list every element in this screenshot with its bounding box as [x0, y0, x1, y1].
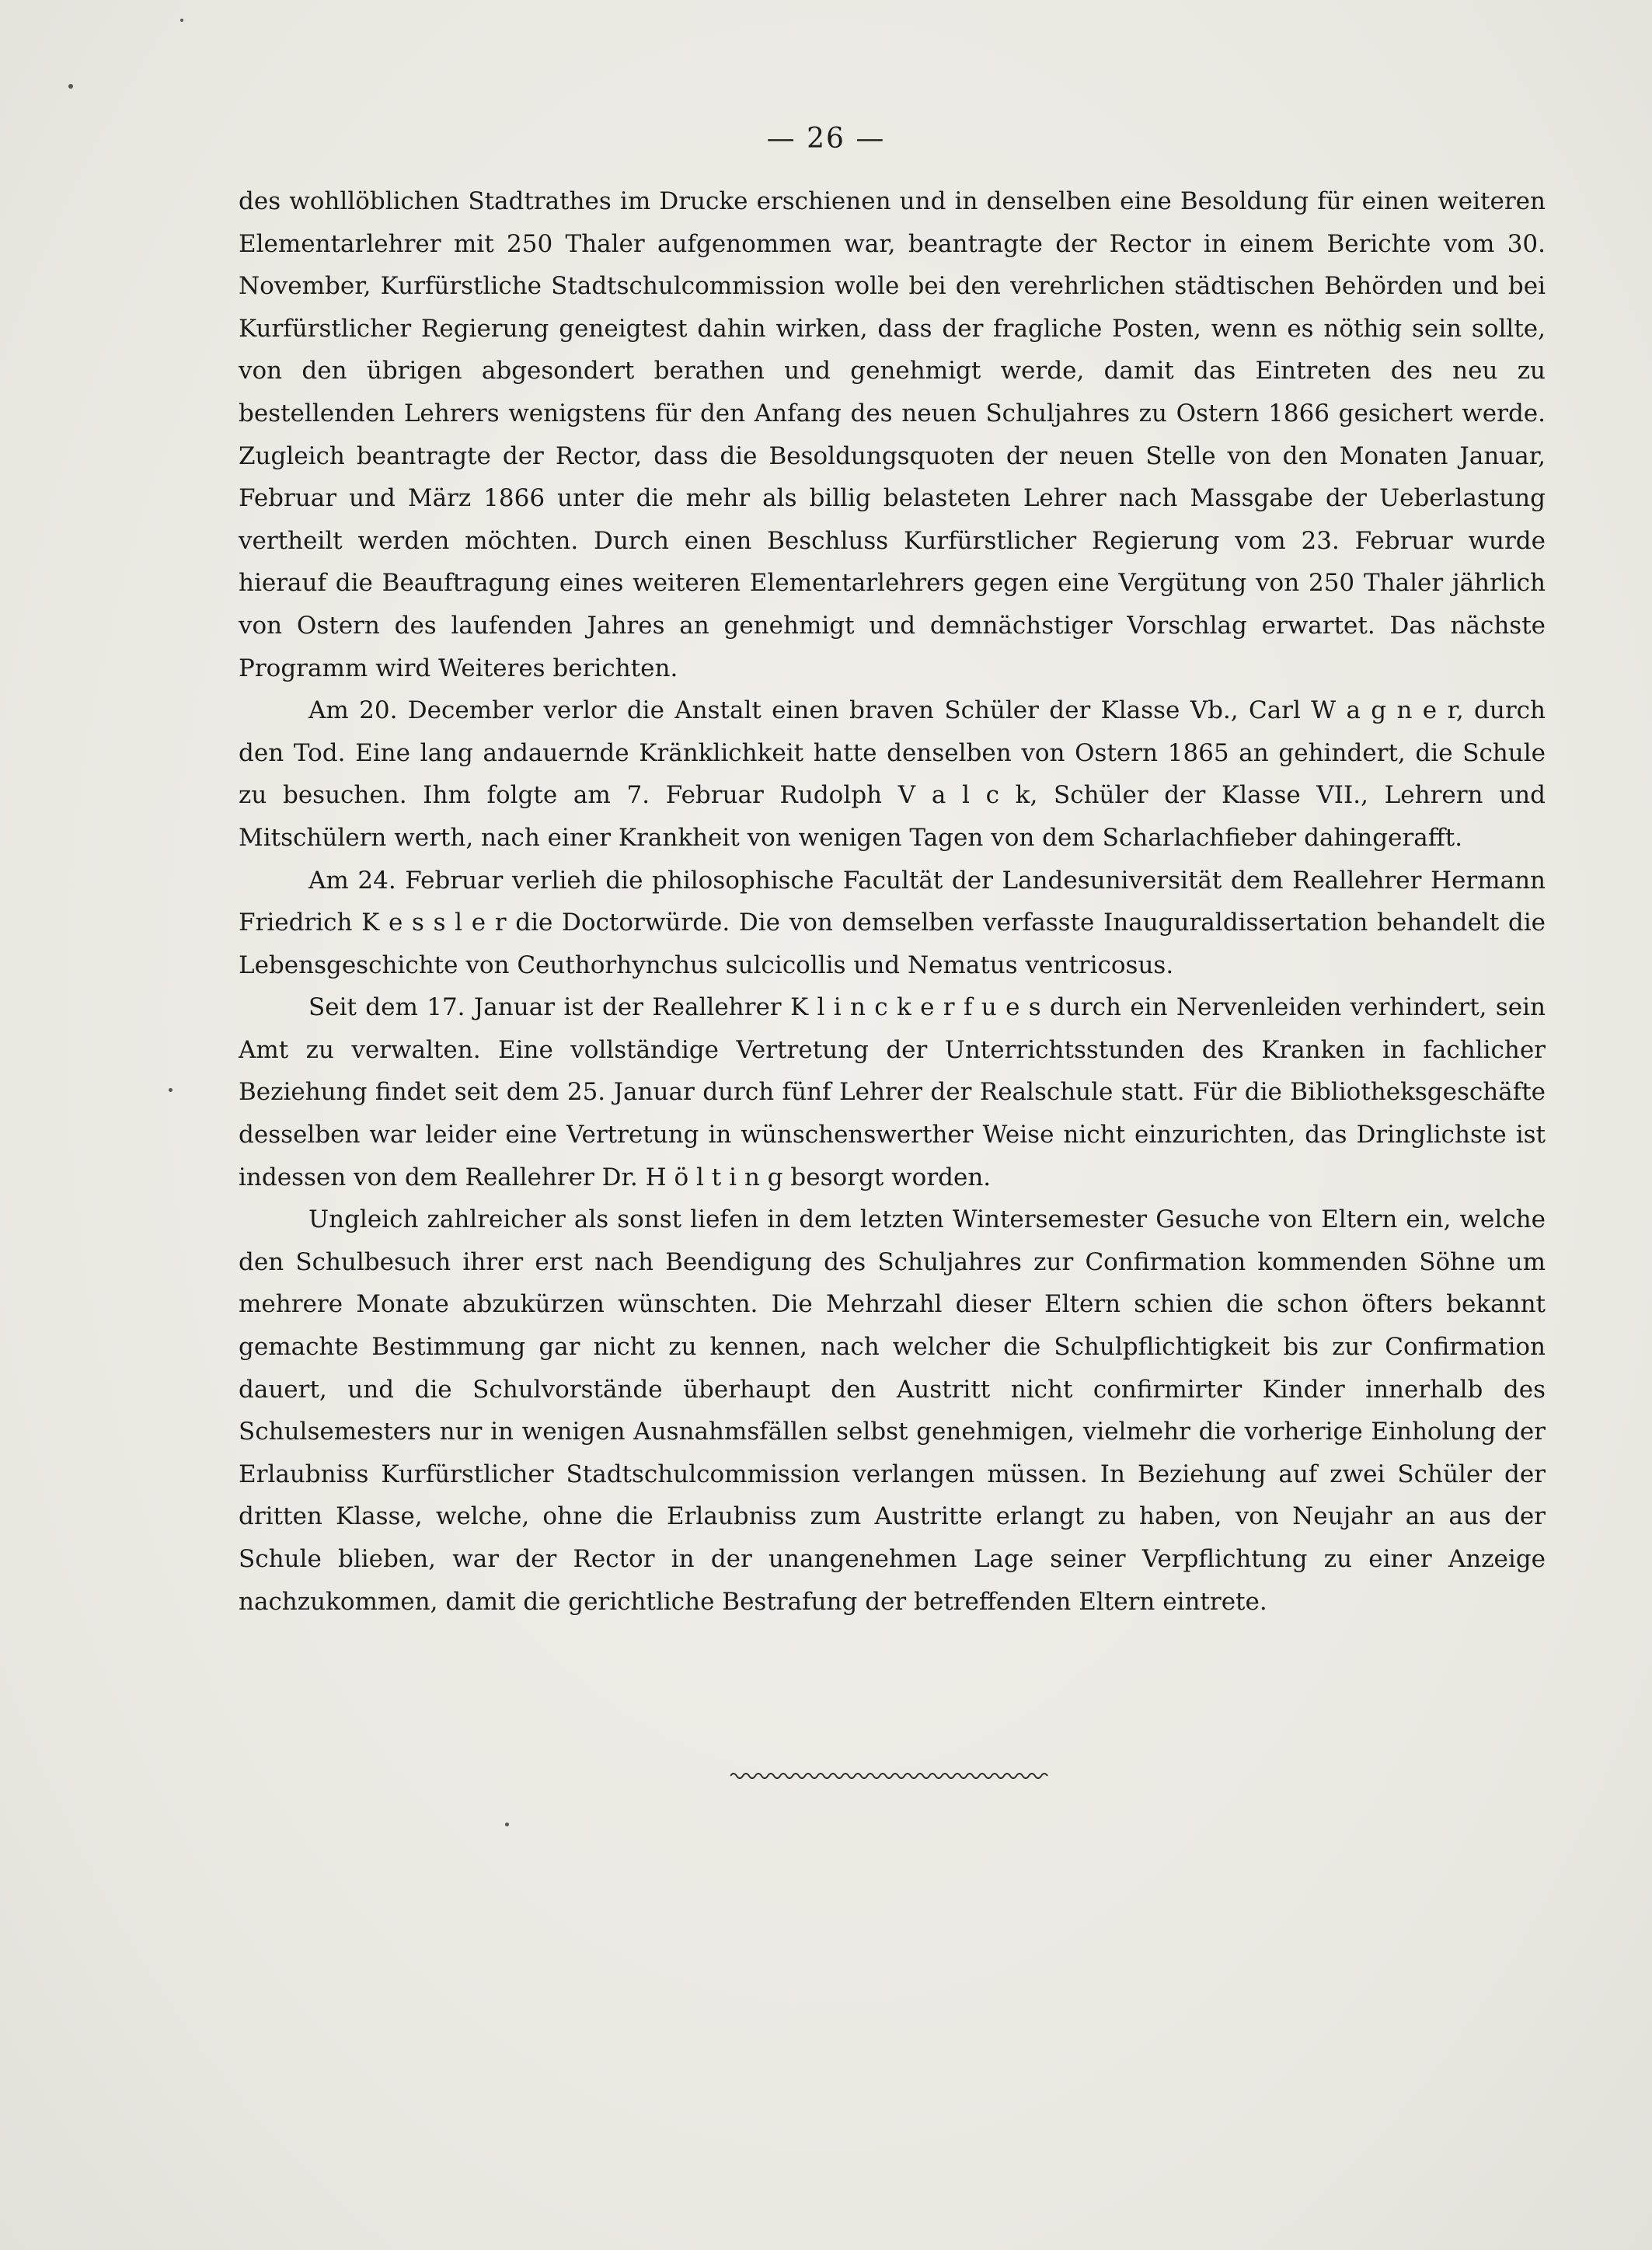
paragraph: Am 24. Februar verlieh die philosophische Facultät der Landesuniversität dem Reallehrer Hermann Friedrich K e s s l e r die Doctorwürde. Die von demselben verfasste Inauguraldissertation behandelt die Lebensgeschichte von Ceuthorhynchus sulcicollis und Nematus ventricosus.	[239, 866, 1546, 979]
scan-artifact	[68, 84, 73, 89]
paragraph: Am 20. December verlor die Anstalt einen braven Schüler der Klasse Vb., Carl W a g n e r, durch den Tod. Eine lang andauernde Kränklichkeit hatte denselben von Ostern 1865 an gehindert, die Schule zu besuchen. Ihm folgte am 7. Februar Rudolph V a l c k, Schüler der Klasse VII., Lehrern und Mitschülern werth, nach einer Krankheit von wenigen Tagen von dem Scharlachfieber dahingerafft.	[239, 696, 1546, 852]
section-end-ornament	[730, 1770, 1051, 1781]
scan-artifact	[169, 1088, 173, 1092]
paragraph-continued: des wohllöblichen Stadtrathes im Drucke erschienen und in denselben eine Besoldung für einen weiteren Elementarlehrer mit 250 Thaler aufgenommen war, beantragte der Rector in einem Berichte vom 30. November, Kurfürstliche Stadtschulcommission wolle bei den verehrlichen städtischen Behörden und bei Kurfürstlicher Regierung geneigtest dahin wirken, dass der fragliche Posten, wenn es nöthig sein sollte, von den übrigen abgesondert berathen und genehmigt werde, damit das Eintreten des neu zu bestellenden Lehrers wenigstens für den Anfang des neuen Schuljahres zu Ostern 1866 gesichert werde. Zugleich beantragte der Rector, dass die Besoldungsquoten der neuen Stelle von den Monaten Januar, Februar und März 1866 unter die mehr als billig belasteten Lehrer nach Massgabe der Ueberlastung vertheilt werden möchten. Durch einen Beschluss Kurfürstlicher Regierung vom 23. Februar wurde hierauf die Beauftragung eines weiteren Elementarlehrers gegen eine Vergütung von 250 Thaler jährlich von Ostern des laufenden Jahres an genehmigt und demnächstiger Vorschlag erwartet. Das nächste Programm wird Weiteres berichten.	[239, 187, 1546, 682]
page-number: — 26 —	[766, 123, 886, 155]
body-text	[239, 180, 1546, 1623]
scan-artifact	[180, 19, 183, 22]
paragraph: Ungleich zahlreicher als sonst liefen in dem letzten Wintersemester Gesuche von Eltern ein, welche den Schulbesuch ihrer erst nach Beendigung des Schuljahres zur Confirmation kommenden Söhne um mehrere Monate abzukürzen wünschten. Die Mehrzahl dieser Eltern schien die schon öfters bekannt gemachte Bestimmung gar nicht zu kennen, nach welcher die Schulpflichtigkeit bis zur Confirmation dauert, und die Schulvorstände überhaupt den Austritt nicht confirmirter Kinder innerhalb des Schulsemesters nur in wenigen Ausnahmsfällen selbst genehmigen, vielmehr die vorherige Einholung der Erlaubniss Kurfürstlicher Stadtschulcommission verlangen müssen. In Beziehung auf zwei Schüler der dritten Klasse, welche, ohne die Erlaubniss zum Austritte erlangt zu haben, von Neujahr an aus der Schule blieben, war der Rector in der unangenehmen Lage seiner Verpflichtung zu einer Anzeige nachzukommen, damit die gerichtliche Bestrafung der betreffenden Eltern eintrete.	[239, 1205, 1546, 1616]
scan-artifact	[505, 1823, 509, 1826]
paragraph: Seit dem 17. Januar ist der Reallehrer K l i n c k e r f u e s durch ein Nervenleiden verhindert, sein Amt zu verwalten. Eine vollständige Vertretung der Unterrichtsstunden des Kranken in fachlicher Beziehung findet seit dem 25. Januar durch fünf Lehrer der Realschule statt. Für die Bibliotheksgeschäfte desselben war leider eine Vertretung in wünschenswerther Weise nicht einzurichten, das Dringlichste ist indessen von dem Reallehrer Dr. H ö l t i n g besorgt worden.	[239, 993, 1546, 1191]
